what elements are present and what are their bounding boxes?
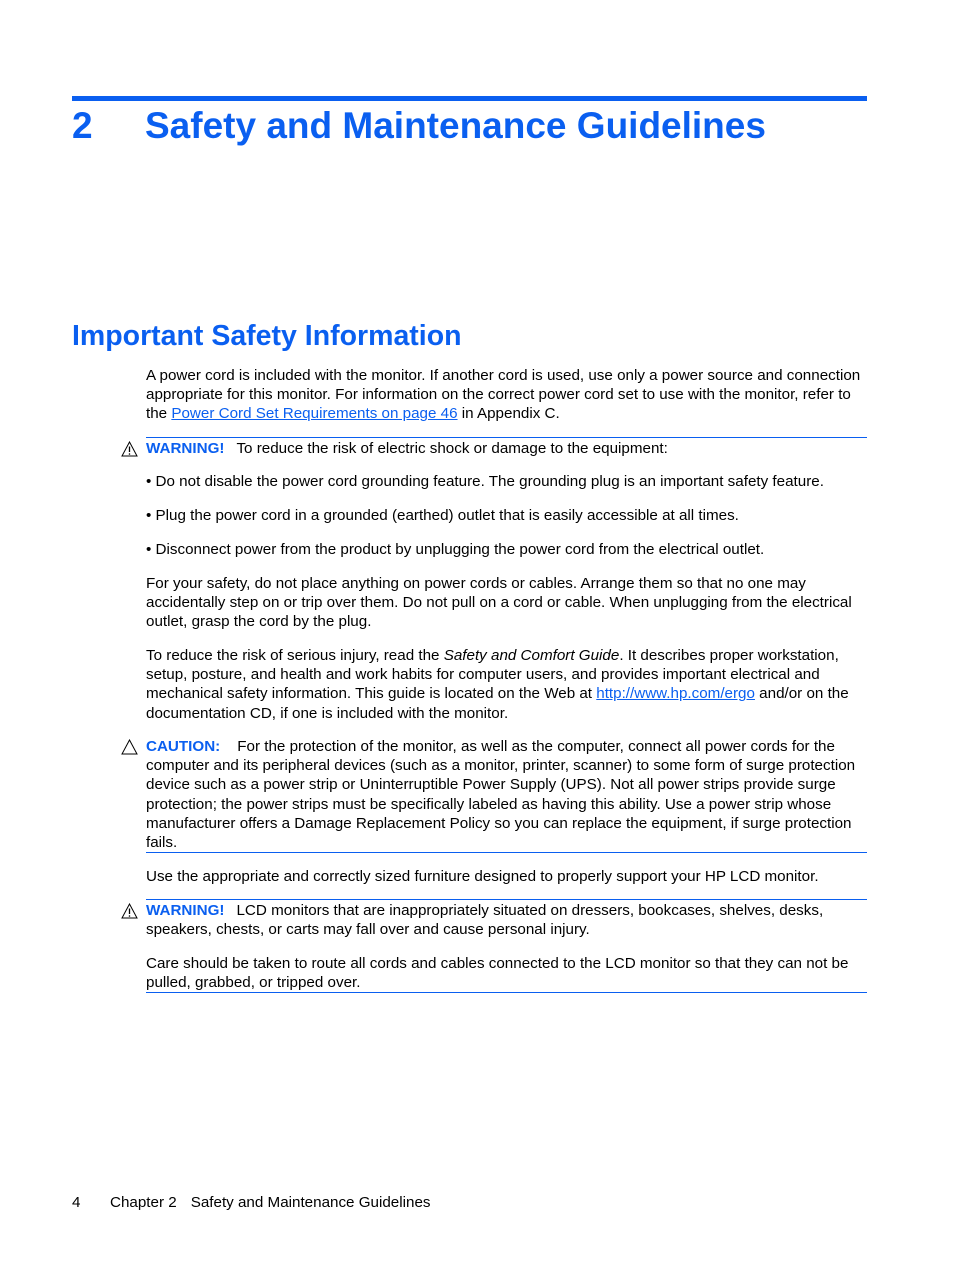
caution-bottom-rule bbox=[146, 852, 867, 853]
footer-title: Safety and Maintenance Guidelines bbox=[190, 1194, 431, 1211]
warning-triangle-icon bbox=[121, 441, 138, 457]
bullet-item: • Do not disable the power cord grounding feature. The grounding plug is an important safety feature. bbox=[146, 473, 824, 490]
footer-chapter: Chapter 2 bbox=[110, 1194, 177, 1211]
comfort-text: To reduce the risk of serious injury, read the bbox=[146, 647, 444, 664]
bullet-item: • Plug the power cord in a grounded (earthed) outlet that is easily accessible at all times. bbox=[146, 507, 739, 524]
warning-triangle-icon bbox=[121, 903, 138, 919]
chapter-heading bbox=[72, 104, 766, 148]
caution-notice bbox=[146, 737, 868, 852]
warning-notice bbox=[146, 901, 868, 939]
furniture-paragraph: Use the appropriate and correctly sized furniture designed to properly support your HP LCD monitor. bbox=[146, 868, 819, 885]
warning-top-rule bbox=[146, 437, 867, 438]
page-footer bbox=[72, 1193, 431, 1212]
intro-text: A power cord is included with the monitor. If another cord is used, use only a power source and connection appropriate for this monitor. For information on the correct power cord set to use with the monitor, refer to the bbox=[146, 367, 861, 423]
chapter-rule bbox=[72, 96, 867, 101]
comfort-text-end: and/or on the documentation CD, if one is included with the monitor. bbox=[146, 685, 849, 722]
warning-label: WARNING! bbox=[146, 902, 225, 919]
warning-notice bbox=[146, 439, 868, 458]
warning-bottom-rule bbox=[146, 992, 867, 993]
power-cord-requirements-link[interactable]: Power Cord Set Requirements on page 46 bbox=[171, 405, 458, 423]
bullet-item: • Disconnect power from the product by unplugging the power cord from the electrical outlet. bbox=[146, 541, 765, 558]
warning-text: To reduce the risk of electric shock or damage to the equipment: bbox=[236, 440, 668, 457]
intro-paragraph bbox=[146, 366, 868, 424]
chapter-number: 2 bbox=[72, 105, 93, 146]
warning-label: WARNING! bbox=[146, 440, 225, 457]
warning-text: LCD monitors that are inappropriately situated on dressers, bookcases, shelves, desks, speakers, chests, or carts may fall over and cause personal injury. bbox=[146, 902, 824, 939]
comfort-text-mid: . It describes proper workstation, setup, posture, and health and work habits for computer users, and provides important electrical and mechanical safety information. This guide is located on the Web at bbox=[146, 647, 839, 703]
cord-safety-paragraph: For your safety, do not place anything on power cords or cables. Arrange them so that no one may accidentally step on or trip over them. Do not pull on a cord or cable. When unplugging from the electrical outlet, grasp the cord by the plug. bbox=[146, 575, 852, 631]
warning-top-rule bbox=[146, 899, 867, 900]
page-number: 4 bbox=[72, 1194, 81, 1211]
chapter-title: Safety and Maintenance Guidelines bbox=[145, 105, 766, 146]
guide-title: Safety and Comfort Guide bbox=[443, 647, 620, 664]
section-title: Important Safety Information bbox=[72, 320, 462, 352]
comfort-guide-paragraph bbox=[146, 646, 868, 723]
caution-label: CAUTION: bbox=[146, 738, 221, 755]
caution-triangle-icon bbox=[121, 739, 138, 755]
caution-text: For the protection of the monitor, as well as the computer, connect all power cords for the computer and its peripheral devices (such as a monitor, printer, scanner) to some form of surge protection device such as a power strip or Uninterruptible Power Supply (UPS). Not all power strips provide surge protection; the power strips must be specifically labeled as having this ability. Use a power strip whose manufacturer offers a Damage Replacement Policy so you can replace the equipment, if surge protection fails. bbox=[146, 738, 856, 852]
hp-ergo-link[interactable]: http://www.hp.com/ergo bbox=[596, 685, 755, 703]
intro-text-end: in Appendix C. bbox=[457, 405, 560, 423]
cable-routing-paragraph: Care should be taken to route all cords and cables connected to the LCD monitor so that they can not be pulled, grabbed, or tripped over. bbox=[146, 955, 849, 992]
